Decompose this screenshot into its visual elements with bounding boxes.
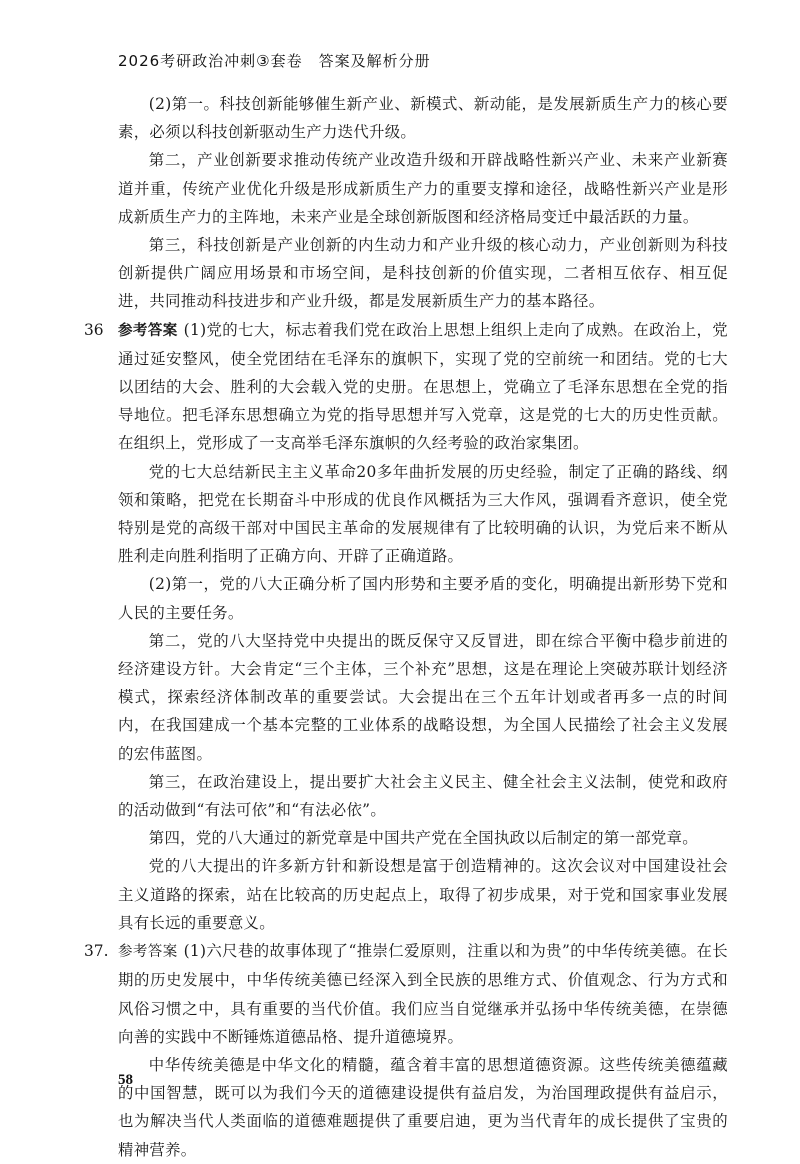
q37-part1-text: (1)六尺巷的故事体现了“推崇仁爱原则，注重以和为贵”的中华传统美德。在长期的历史发展中，中华传统美德已经深入到全民族的思维方式、价值观念、行为方式和风俗习惯之中，具有重要的当代价值。我们应当自觉继承并弘扬中华传统美德，在崇德向善的实践中不断锤炼道德品格、提升道德境界。	[118, 942, 729, 1046]
question-37-answer	[84, 937, 729, 1051]
question-number: 36	[84, 320, 104, 339]
q36-part2-summary: 党的八大提出的许多新方针和新设想是富于创造精神的。这次会议对中国建设社会主义道路的探索，站在比较高的历史起点上，取得了初步成果，对于党和国家事业发展具有长远的重要意义。	[118, 857, 728, 932]
q37-part1-summary: 中华传统美德是中华文化的精髓，蕴含着丰富的思想道德资源。这些传统美德蕴藏的中国智慧，既可以为我们今天的道德建设提供有益启发，为治国理政提供有益启示，也为解决当代人类面临的道德难题提供了重要启迪，更为当代青年的成长提供了宝贵的精神营养。	[118, 1055, 728, 1159]
q35-part2-point1: (2)第一。科技创新能够催生新产业、新模式、新动能，是发展新质生产力的核心要素，必须以科技创新驱动生产力迭代升级。	[118, 95, 728, 142]
q36-part1-text: (1)党的七大，标志着我们党在政治上思想上组织上走向了成熟。在政治上，党通过延安整风，使全党团结在毛泽东的旗帜下，实现了党的空前统一和团结。党的七大以团结的大会、胜利的大会载入党的史册。在思想上，党确立了毛泽东思想在全党的指导地位。把毛泽东思想确立为党的指导思想并写入党章，这是党的七大的历史性贡献。在组织上，党形成了一支高举毛泽东旗帜的久经考验的政治家集团。	[118, 320, 728, 453]
answer-content	[84, 90, 729, 1164]
q35-part2-point2: 第二，产业创新要求推动传统产业改造升级和开辟战略性新兴产业、未来产业新赛道并重，传统产业优化升级是形成新质生产力的重要支撑和途径，战略性新兴产业是形成新质生产力的主阵地，未来产业是全球创新版图和经济格局变迁中最活跃的力量。	[118, 151, 728, 226]
answer-label: 参考答案	[118, 322, 178, 339]
q36-part2-point3: 第三，在政治建设上，提出要扩大社会主义民主、健全社会主义法制，使党和政府的活动做到“有法可依”和“有法必依”。	[118, 772, 728, 820]
question-number: 37.	[84, 942, 109, 961]
question-36-answer	[84, 316, 728, 458]
q35-part2-point3: 第三，科技创新是产业创新的内生动力和产业升级的核心动力，产业创新则为科技创新提供广阔应用场景和市场空间，是科技创新的价值实现，二者相互依存、相互促进，共同推动科技进步和产业升级，都是发展新质生产力的基本路径。	[118, 236, 728, 311]
q36-part2-point4: 第四，党的八大通过的新党章是中国共产党在全国执政以后制定的第一部党章。	[148, 829, 698, 848]
answer-label: 参考答案	[118, 944, 178, 961]
q36-part2-point2: 第二，党的八大坚持党中央提出的既反保守又反冒进，即在综合平衡中稳步前进的经济建设方针。大会肯定“三个主体，三个补充”思想，这是在理论上突破苏联计划经济模式，探索经济体制改革的重要尝试。大会提出在三个五年计划或者再多一点的时间内，在我国建成一个基本完整的工业体系的战略设想，为全国人民描绘了社会主义发展的宏伟蓝图。	[118, 631, 728, 763]
page-number: 58	[118, 1072, 133, 1088]
q37-part1-first-paragraph	[118, 937, 728, 1051]
page-header: 2026考研政治冲刺③套卷 答案及解析分册	[118, 52, 431, 70]
q36-part2-point1: (2)第一，党的八大正确分析了国内形势和主要矛盾的变化，明确提出新形势下党和人民的主要任务。	[118, 575, 728, 622]
q36-part1-summary: 党的七大总结新民主主义革命20多年曲折发展的历史经验，制定了正确的路线、纲领和策略，把党在长期奋斗中形成的优良作风概括为三大作风，强调看齐意识，使全党特别是党的高级干部对中国民主革命的发展规律有了比较明确的认识，为党后来不断从胜利走向胜利指明了正确方向、开辟了正确道路。	[118, 462, 728, 566]
q36-part1-first-paragraph	[118, 316, 728, 458]
